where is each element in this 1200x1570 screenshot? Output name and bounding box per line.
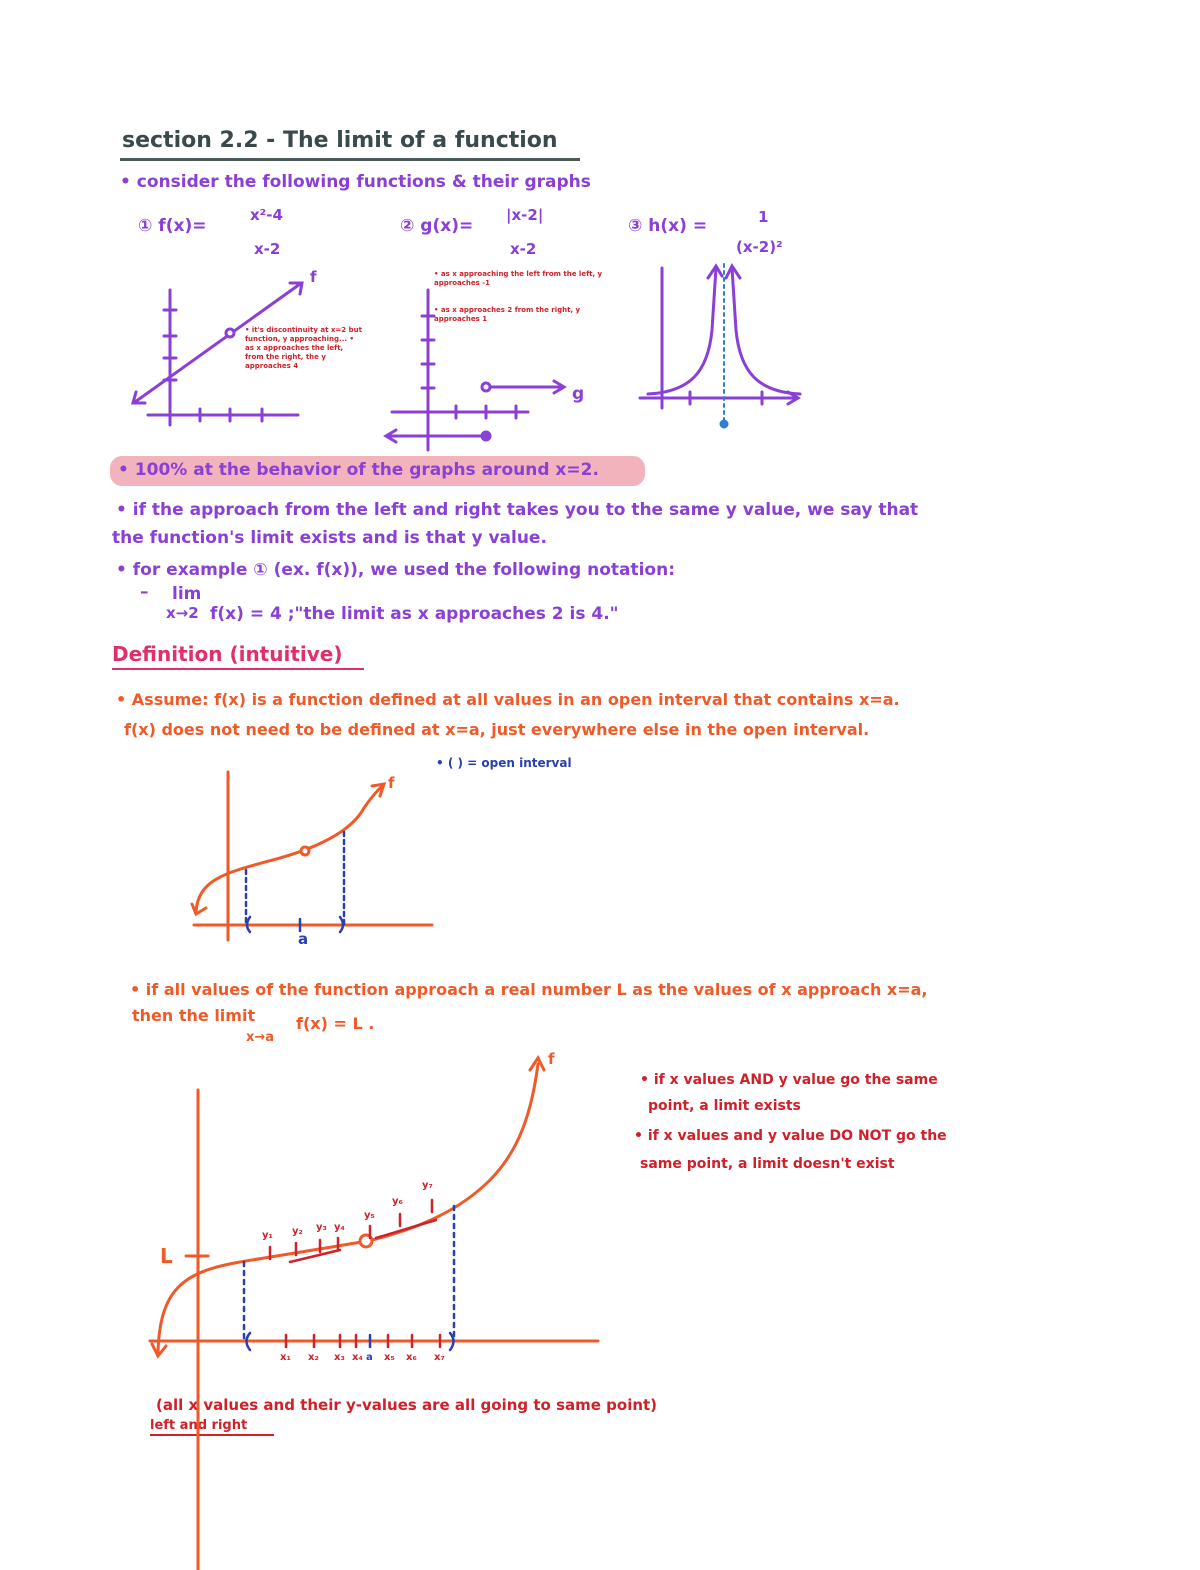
note-1-line-b: point, a limit exists (648, 1098, 801, 1114)
function-2-numerator: |x-2| (506, 206, 544, 224)
function-1-denominator: x-2 (254, 240, 281, 258)
graph-2-f-label: f (548, 1050, 555, 1068)
graph-2-g-label: g (572, 384, 585, 404)
limit-def-line-2a: then the limit (132, 1006, 256, 1025)
footer-sub: left and right (150, 1418, 248, 1433)
graph-2 (386, 290, 564, 450)
limit-graph-y-marks (270, 1200, 436, 1262)
limit-graph (150, 1058, 598, 1570)
footer-line: (all x values and their y-values are all going to same point) (156, 1396, 658, 1414)
limit-def-line-2b: f(x) = L . (296, 1014, 375, 1033)
definition-graph-f-label: f (388, 774, 395, 792)
limit-def-subscript: x→a (246, 1030, 275, 1045)
x-label-7: x₇ (434, 1352, 445, 1363)
function-3-denominator: (x-2)² (736, 238, 783, 256)
open-interval-note: • ( ) = open interval (436, 756, 572, 770)
graph-2-left-dot (482, 432, 490, 440)
graph-2-note-a: • as x approaching the left from the left, y approaches -1 (434, 270, 603, 287)
x-label-1: x₁ (280, 1352, 291, 1363)
graph-1-line (135, 284, 300, 402)
x-label-5: x₅ (384, 1352, 395, 1363)
graph-2-L-label: L (160, 1244, 173, 1268)
limit-graph-curve (158, 1064, 538, 1352)
definition-heading: Definition (intuitive) (112, 642, 343, 666)
x-label-3: x₃ (334, 1352, 345, 1363)
note-2-line-a: • if x values and y value DO NOT go the (634, 1128, 947, 1144)
y-label-4: y₄ (334, 1222, 345, 1233)
behavior-line-1: • if the approach from the left and right takes you to the same y value, we say that (116, 500, 919, 520)
graph-2-right-hole (482, 383, 490, 391)
limit-subscript: x→2 (166, 604, 199, 622)
intro-line: • consider the following functions & their graphs (120, 172, 591, 192)
definition-graph-curve (196, 786, 382, 912)
x-label-2: x₂ (308, 1352, 319, 1363)
definition-graph (192, 772, 432, 940)
page-title: section 2.2 - The limit of a function (122, 128, 558, 153)
x-label-a: a (366, 1352, 373, 1363)
limit-expression: f(x) = 4 ;"the limit as x approaches 2 is 4." (210, 604, 619, 624)
definition-graph-a-label: a (298, 930, 309, 948)
behavior-line-3: • for example ① (ex. f(x)), we used the following notation: (116, 560, 675, 580)
right-approach-line (376, 1220, 436, 1238)
y-label-1: y₁ (262, 1230, 273, 1241)
y-label-5: y₅ (364, 1210, 375, 1221)
graph-3-asymptote-point (721, 421, 727, 427)
graph-1-hole (226, 329, 234, 337)
graph-1-f-label: f (310, 268, 317, 286)
graph-2-note-b: • as x approaches 2 from the right, y approaches 1 (434, 306, 581, 323)
behavior-line-2: the function's limit exists and is that y value. (112, 528, 547, 548)
x-label-4: x₄ (352, 1352, 363, 1363)
function-2-label: ② g(x)= (400, 216, 474, 236)
graph-3-left-branch (648, 268, 716, 394)
function-1-label: ① f(x)= (138, 216, 207, 236)
y-label-3: y₃ (316, 1222, 327, 1233)
y-label-2: y₂ (292, 1226, 303, 1237)
assume-line-1: • Assume: f(x) is a function defined at all values in an open interval that contains x=a. (116, 690, 900, 709)
behavior-highlight-text: • 100% at the behavior of the graphs around x=2. (118, 460, 599, 480)
limit-word: lim (172, 584, 202, 604)
y-label-7: y₇ (422, 1180, 433, 1191)
graph-3 (640, 264, 800, 427)
limit-graph-interval (244, 1206, 454, 1350)
note-2-line-b: same point, a limit doesn't exist (640, 1156, 895, 1172)
note-1-line-a: • if x values AND y value go the same (640, 1072, 938, 1088)
definition-interval (246, 832, 344, 932)
function-1-numerator: x²-4 (250, 206, 283, 224)
graph-3-right-branch (732, 268, 800, 394)
limit-dash: – (140, 582, 149, 602)
definition-graph-hole (301, 847, 309, 855)
assume-line-2: f(x) does not need to be defined at x=a, just everywhere else in the open interval. (124, 720, 870, 739)
function-3-label: ③ h(x) = (628, 216, 708, 236)
x-label-6: x₆ (406, 1352, 417, 1363)
graph-1 (133, 283, 302, 425)
graph-1-note: • it's discontinuity at x=2 but function, y approaching... • as x approaches the left, from the right, the y approaches 4 (245, 326, 362, 370)
y-label-6: y₆ (392, 1196, 403, 1207)
function-2-denominator: x-2 (510, 240, 537, 258)
limit-def-line-1: • if all values of the function approach a real number L as the values of x approach x=a, (130, 980, 928, 999)
function-3-numerator: 1 (758, 208, 769, 226)
definition-graph-arrow-bottom (192, 904, 206, 914)
